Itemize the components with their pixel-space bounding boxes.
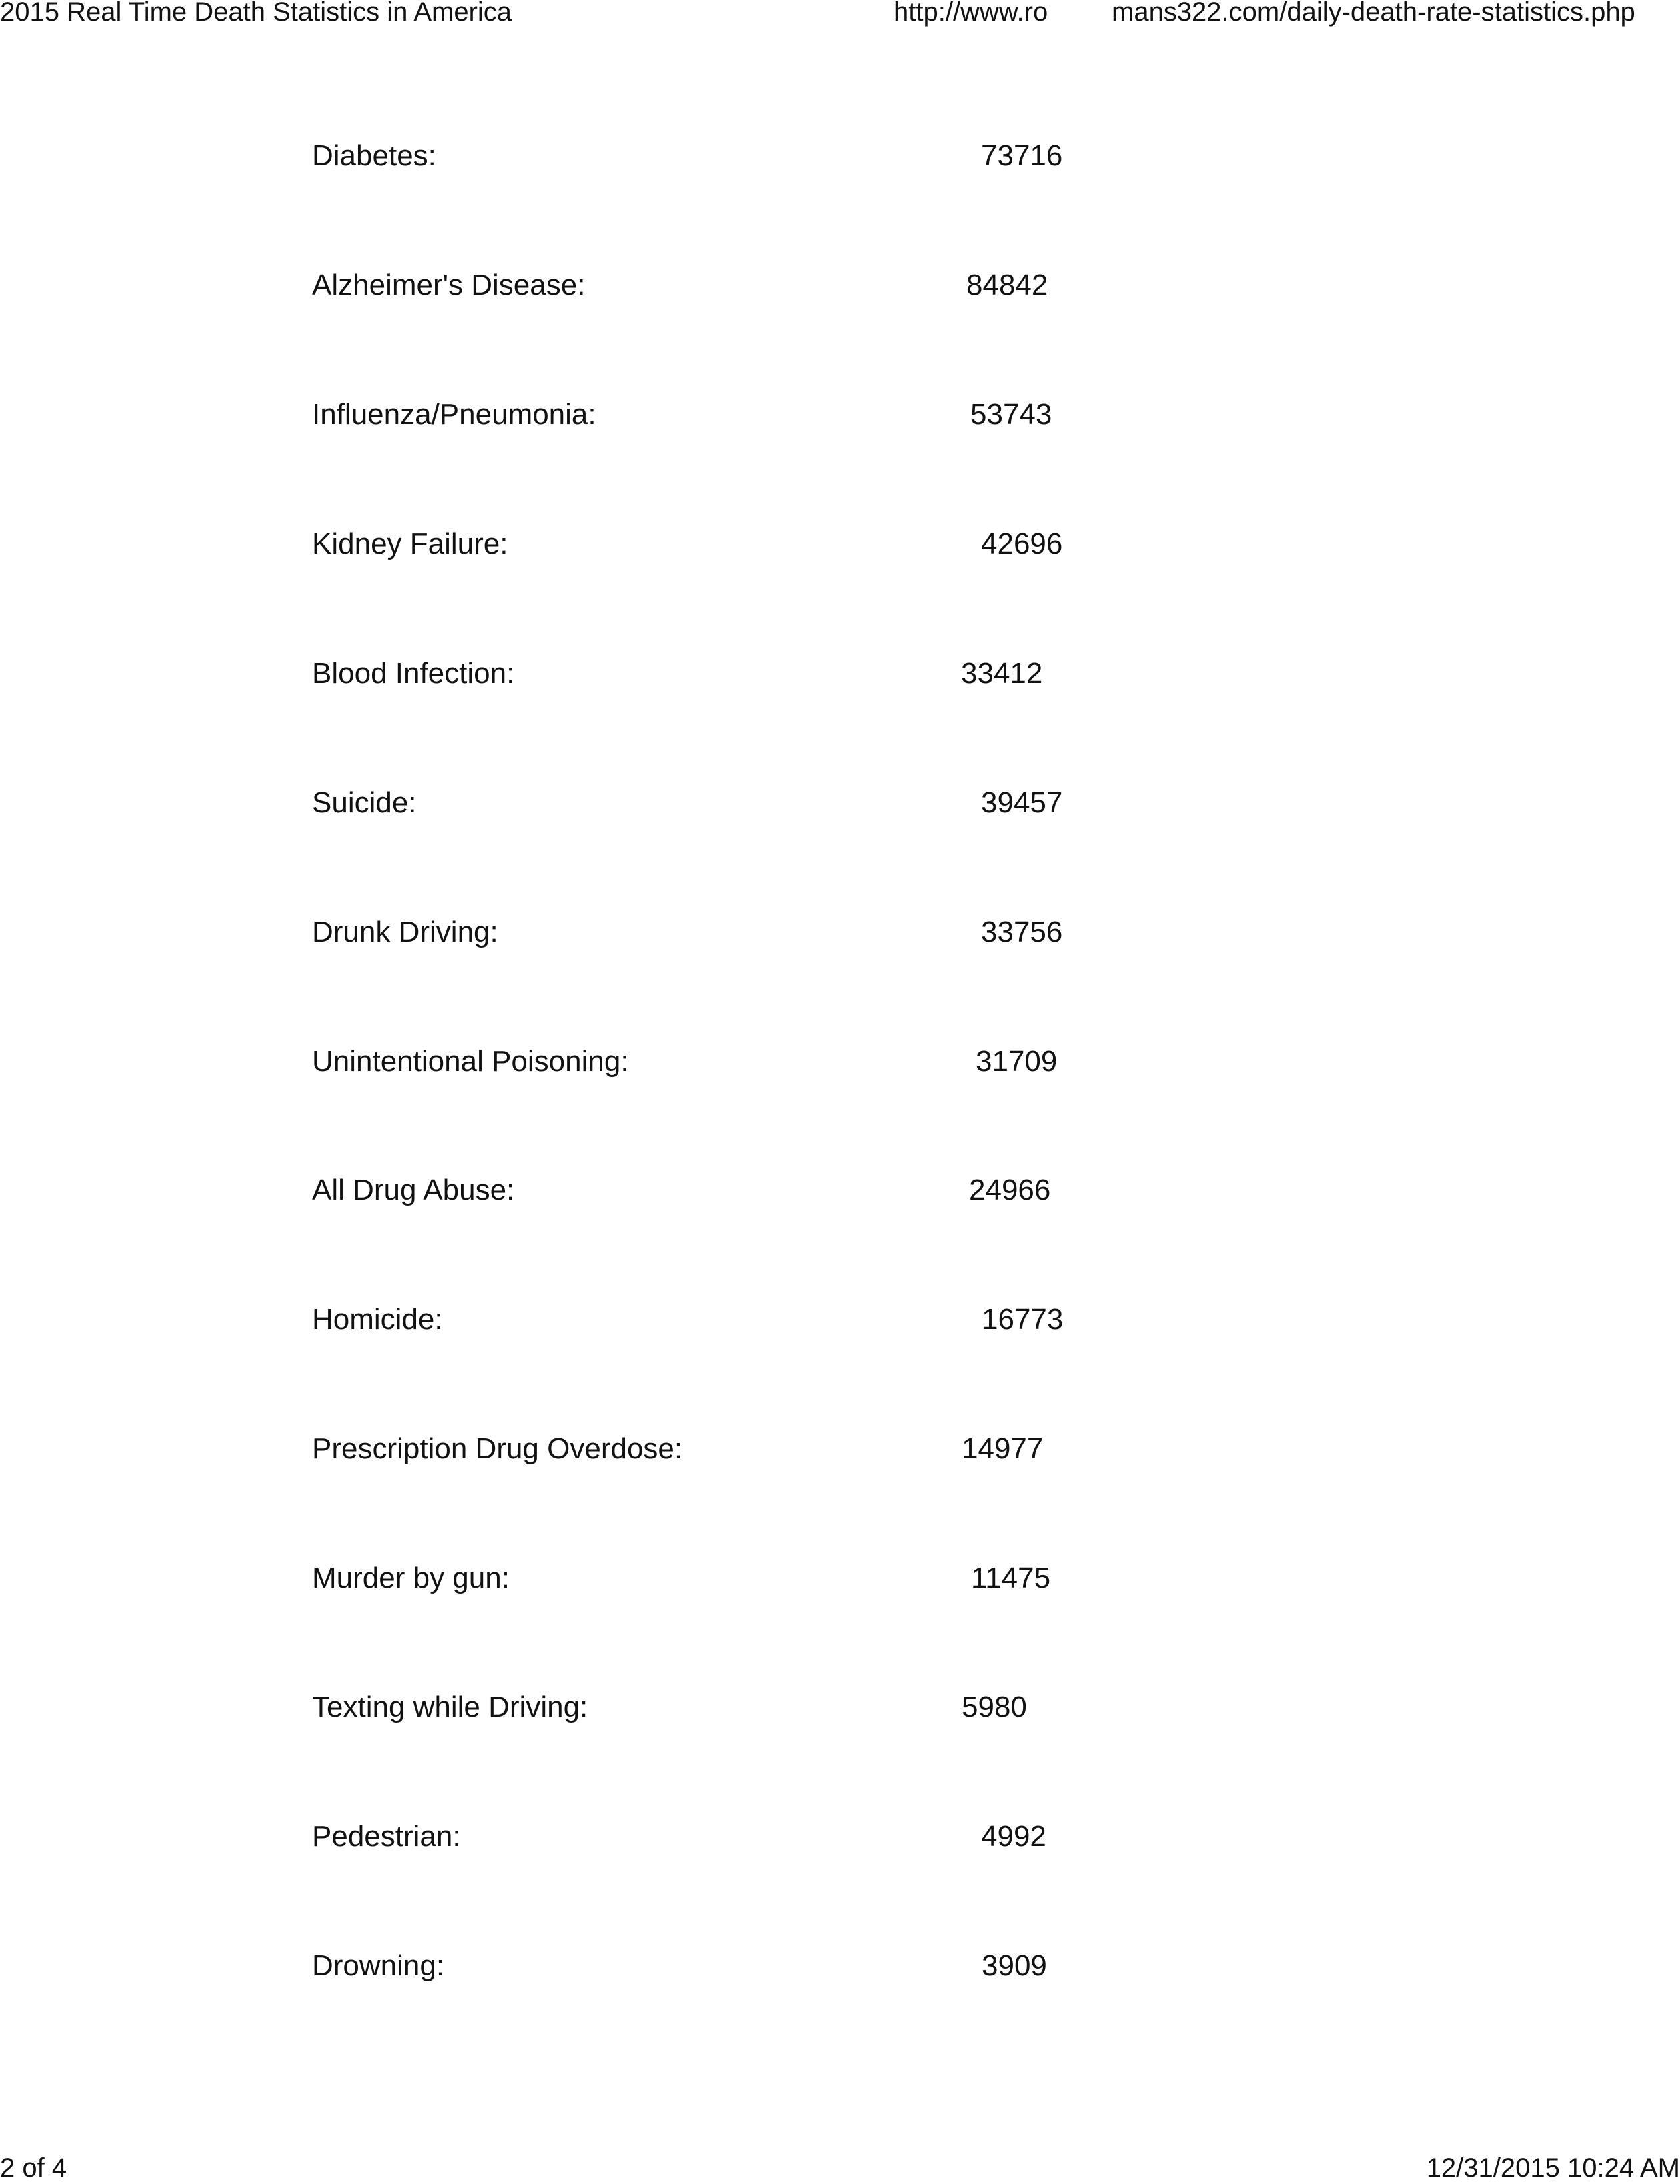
stat-label: Murder by gun: (312, 1562, 510, 1594)
stat-value: 33412 (961, 657, 1043, 690)
stat-value: 53743 (970, 398, 1052, 431)
stat-row-texting-while-driving (0, 1687, 1680, 1727)
stat-value: 84842 (966, 269, 1048, 301)
stat-label: Drunk Driving: (312, 916, 498, 948)
stat-label: Influenza/Pneumonia: (312, 398, 596, 431)
page-url-end: mans322.com/daily-death-rate-statistics.php (1112, 0, 1635, 27)
stat-label: Drowning: (312, 1949, 445, 1982)
stat-value: 11475 (971, 1562, 1051, 1594)
page-url-start: http://www.ro (894, 0, 1048, 27)
stat-value: 42696 (981, 527, 1063, 560)
stat-row-kidney-failure (0, 524, 1680, 564)
stat-label: Texting while Driving: (312, 1691, 588, 1723)
stat-label: Pedestrian: (312, 1820, 461, 1853)
stat-label: Alzheimer's Disease: (312, 269, 586, 301)
stat-label: All Drug Abuse: (312, 1174, 515, 1206)
stat-row-diabetes (0, 136, 1680, 176)
stat-label: Unintentional Poisoning: (312, 1045, 629, 1078)
stat-row-unintentional-poisoning (0, 1042, 1680, 1082)
page-title: 2015 Real Time Death Statistics in America (0, 0, 512, 27)
stat-row-drowning (0, 1946, 1680, 1986)
stat-row-pedestrian (0, 1817, 1680, 1857)
stat-value: 33756 (981, 916, 1063, 948)
stat-row-drunk-driving (0, 912, 1680, 952)
stat-value: 39457 (981, 786, 1063, 819)
stat-row-alzheimers (0, 265, 1680, 305)
stat-row-influenza (0, 395, 1680, 435)
stat-row-prescription-overdose (0, 1429, 1680, 1469)
stat-label: Suicide: (312, 786, 417, 819)
stat-row-homicide (0, 1300, 1680, 1340)
stat-label: Homicide: (312, 1303, 443, 1336)
stat-value: 73716 (981, 139, 1063, 172)
stat-value: 5980 (962, 1691, 1027, 1723)
stat-label: Diabetes: (312, 139, 436, 172)
stat-label: Blood Infection: (312, 657, 515, 690)
stat-row-suicide (0, 783, 1680, 823)
print-datetime: 12/31/2015 10:24 AM (1426, 2153, 1680, 2183)
stat-row-murder-by-gun (0, 1558, 1680, 1598)
stat-value: 4992 (981, 1820, 1046, 1853)
stat-label: Prescription Drug Overdose: (312, 1432, 683, 1465)
page-number: 2 of 4 (0, 2153, 67, 2183)
stat-value: 24966 (969, 1174, 1051, 1206)
stat-value: 31709 (976, 1045, 1058, 1078)
stat-label: Kidney Failure: (312, 527, 508, 560)
stat-row-blood-infection (0, 654, 1680, 694)
stat-value: 3909 (982, 1949, 1047, 1982)
stat-value: 14977 (962, 1432, 1044, 1465)
stat-value: 16773 (982, 1303, 1064, 1336)
stat-row-drug-abuse (0, 1170, 1680, 1210)
